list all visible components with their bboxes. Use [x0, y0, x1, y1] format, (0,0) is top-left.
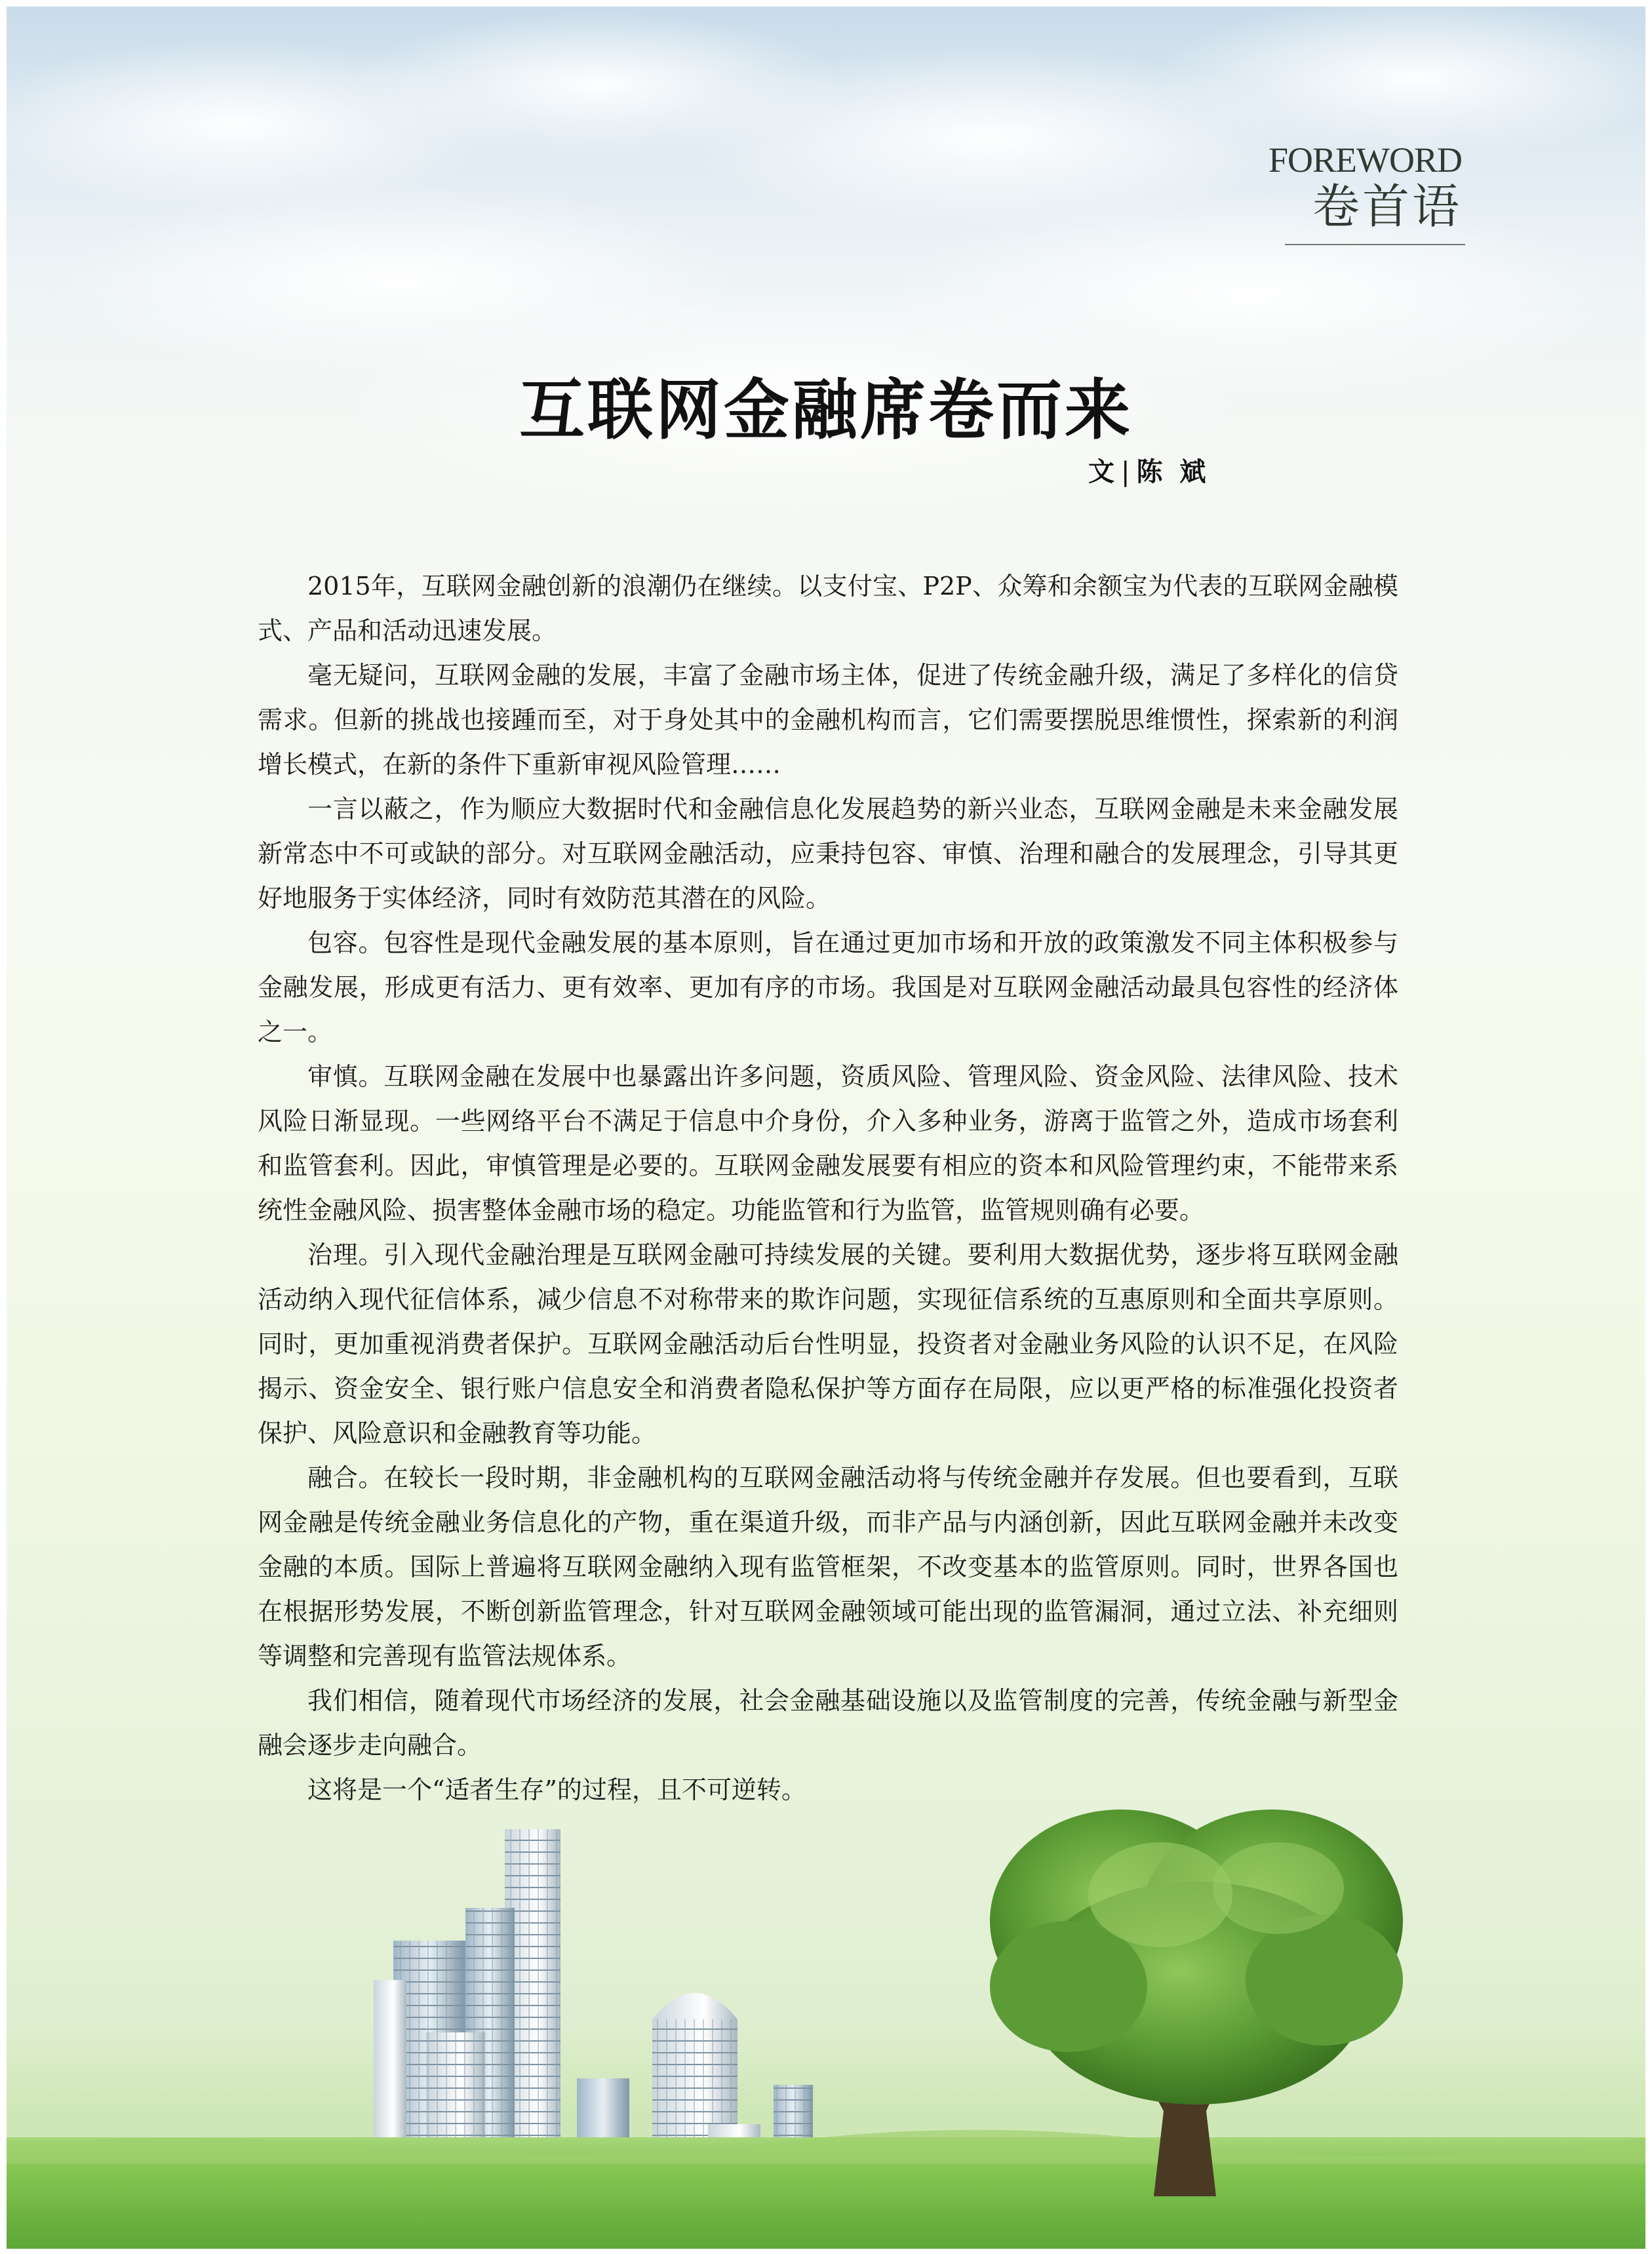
section-label-en: FOREWORD — [1268, 140, 1462, 180]
sky-clouds — [7, 7, 1645, 597]
section-label-cn: 卷首语 — [1312, 179, 1462, 234]
paragraph: 2015年，互联网金融创新的浪潮仍在继续。以支付宝、P2P、众筹和余额宝为代表的互联网金融模式、产品和活动迅速发展。 — [258, 572, 1398, 645]
byline-author: 陈 斌 — [1136, 457, 1210, 487]
paragraph: 审慎。互联网金融在发展中也暴露出许多问题，资质风险、管理风险、资金风险、法律风险、技术风险日渐显现。一些网络平台不满足于信息中介身份，介入多种业务，游离于监管之外，造成市场套利和监管套利。因此，审慎管理是必要的。互联网金融发展要有相应的资本和风险管理约束，不能带来系统性金融风险、损害整体金融市场的稳定。功能监管和行为监管，监管规则确有必要。 — [258, 1062, 1398, 1225]
article-title: 互联网金融席卷而来 — [519, 372, 1133, 448]
section-header — [1200, 141, 1462, 234]
byline — [1088, 451, 1210, 488]
paragraph: 我们相信，随着现代市场经济的发展，社会金融基础设施以及监管制度的完善，传统金融与新型金融会逐步走向融合。 — [258, 1686, 1398, 1760]
section-divider — [1285, 244, 1465, 245]
byline-separator: | — [1121, 457, 1134, 487]
paragraph: 一言以蔽之，作为顺应大数据时代和金融信息化发展趋势的新兴业态，互联网金融是未来金融发展新常态中不可或缺的部分。对互联网金融活动，应秉持包容、审慎、治理和融合的发展理念，引导其更好地服务于实体经济，同时有效防范其潜在的风险。 — [258, 795, 1398, 913]
city-and-tree-illustration — [7, 1770, 1645, 2249]
byline-prefix: 文 — [1088, 457, 1118, 487]
paragraph: 融合。在较长一段时期，非金融机构的互联网金融活动将与传统金融并存发展。但也要看到，互联网金融是传统金融业务信息化的产物，重在渠道升级，而非产品与内涵创新，因此互联网金融并未改变金融的本质。国际上普遍将互联网金融纳入现有监管框架，不改变基本的监管原则。同时，世界各国也在根据形势发展，不断创新监管理念，针对互联网金融领域可能出现的监管漏洞，通过立法、补充细则等调整和完善现有监管法规体系。 — [258, 1463, 1398, 1671]
paragraph: 这将是一个“适者生存”的过程，且不可逆转。 — [307, 1775, 806, 1804]
paragraph: 包容。包容性是现代金融发展的基本原则，旨在通过更加市场和开放的政策激发不同主体积极参与金融发展，形成更有活力、更有效率、更加有序的市场。我国是对互联网金融活动最具包容性的经济体之一。 — [258, 928, 1398, 1046]
paragraph: 毫无疑问，互联网金融的发展，丰富了金融市场主体，促进了传统金融升级，满足了多样化的信贷需求。但新的挑战也接踵而至，对于身处其中的金融机构而言，它们需要摆脱思维惯性，探索新的利润增长模式，在新的条件下重新审视风险管理…… — [258, 661, 1398, 779]
article-body — [258, 564, 1398, 1812]
paragraph: 治理。引入现代金融治理是互联网金融可持续发展的关键。要利用大数据优势，逐步将互联网金融活动纳入现代征信体系，减少信息不对称带来的欺诈问题，实现征信系统的互惠原则和全面共享原则。同时，更加重视消费者保护。互联网金融活动后台性明显，投资者对金融业务风险的认识不足，在风险揭示、资金安全、银行账户信息安全和消费者隐私保护等方面存在局限，应以更严格的标准强化投资者保护、风险意识和金融教育等功能。 — [258, 1240, 1398, 1448]
